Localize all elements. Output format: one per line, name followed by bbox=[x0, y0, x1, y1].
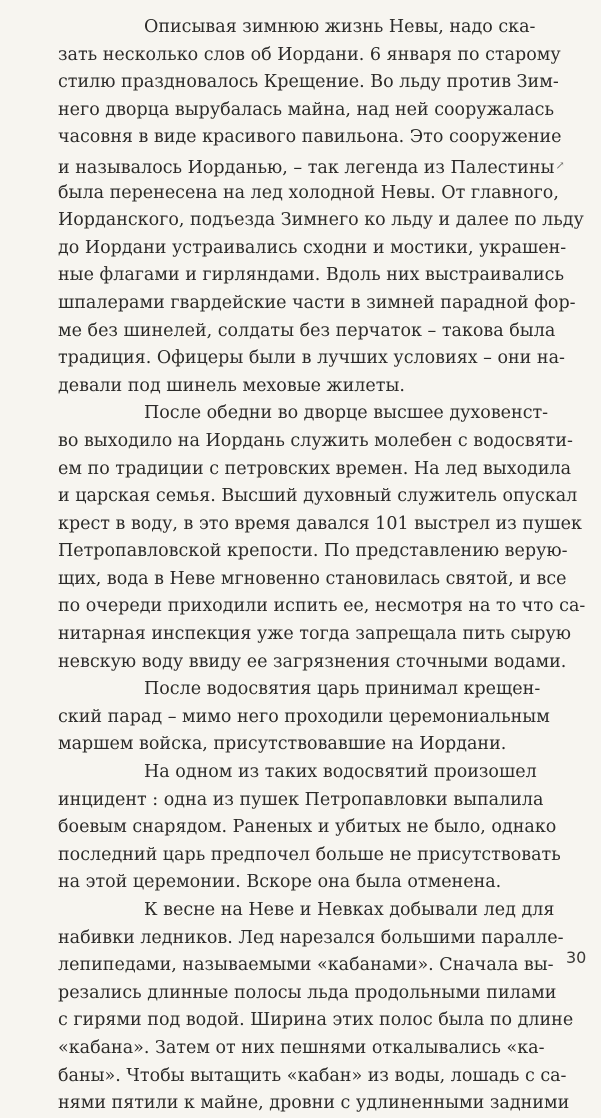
text-line: Иорданского, подъезда Зимнего ко льду и далее по льду bbox=[58, 210, 584, 231]
text-line: боевым снарядом. Раненых и убитых не было, однако bbox=[58, 817, 557, 838]
note-link-icon[interactable]: ↗ bbox=[555, 158, 565, 172]
text-line: была перенесена на лед холодной Невы. От главного, bbox=[58, 182, 559, 203]
text-line: него дворца вырубалась майна, над ней сооружалась bbox=[58, 99, 554, 120]
text-line-with-note: К весне на Неве и Невках добывали лед для bbox=[144, 900, 555, 920]
text-line: На одном из таких водосвятий произошел bbox=[144, 762, 537, 783]
text-line: После обедни во дворце высшее духовенст- bbox=[144, 403, 549, 424]
text-line: часовня в виде красивого павильона. Это сооружение bbox=[58, 127, 562, 148]
text-line: маршем войска, присутствовавшие на Иордани. bbox=[58, 734, 507, 755]
text-line: ский парад – мимо него проходили церемониальным bbox=[58, 706, 550, 727]
text-line: крест в воду, в это время давался 101 выстрел из пушек bbox=[58, 513, 582, 534]
text-line: ем по традиции с петровских времен. На лед выходила bbox=[58, 458, 572, 479]
text-line-with-note bbox=[58, 152, 565, 180]
page-number: 30 bbox=[566, 948, 587, 967]
text-line: нями пятили к майне, дровни с удлиненными задними bbox=[58, 1093, 570, 1114]
text-line: девали под шинель меховые жилеты. bbox=[58, 375, 405, 396]
text-line: ме без шинелей, солдаты без перчаток – такова была bbox=[58, 320, 556, 341]
text-line: ные флагами и гирляндами. Вдоль них выстраивались bbox=[58, 265, 564, 286]
text-line-with-note bbox=[58, 787, 548, 815]
text-line: баны». Чтобы вытащить «кабан» из воды, лошадь с са- bbox=[58, 1065, 567, 1086]
text-line-content: и называлось Иорданью, – так легенда из Палестины bbox=[58, 157, 555, 178]
text-line: набивки ледников. Лед нарезался большими паралле- bbox=[58, 927, 564, 948]
text-line: на этой церемонии. Вскоре она была отменена. bbox=[58, 872, 502, 893]
text-line: щих, вода в Неве мгновенно становилась святой, и все bbox=[58, 568, 567, 589]
text-line: После водосвятия царь принимал крещен- bbox=[144, 679, 541, 700]
text-line: Описывая зимнюю жизнь Невы, надо ска- bbox=[144, 17, 536, 37]
text-line-content: инцидент : одна из пушек Петропавловки выпалила bbox=[58, 789, 544, 810]
text-line: стилю праздновалось Крещение. Во льду против Зим- bbox=[58, 72, 559, 93]
text-line-with-note: «кабана». Затем от них пешнями откалывались «ка- bbox=[58, 1037, 545, 1058]
text-line: лепипедами, называемыми «кабанами». Сначала вы- bbox=[58, 955, 554, 976]
text-line: зать несколько слов об Иордани. 6 января по старому bbox=[58, 44, 561, 65]
text-line: резались длинные полосы льда продольными пилами bbox=[58, 982, 557, 1003]
text-line: традиция. Офицеры были в лучших условиях – они на- bbox=[58, 348, 565, 369]
text-line: шпалерами гвардейские части в зимней парадной фор- bbox=[58, 292, 576, 313]
text-line: по очереди приходили испить ее, несмотря на то что са- bbox=[58, 596, 586, 617]
text-line: с гирями под водой. Ширина этих полос была по длине bbox=[58, 1010, 574, 1031]
text-line: и царская семья. Высший духовный служитель опускал bbox=[58, 486, 578, 507]
text-line: до Иордани устраивались сходни и мостики, украшен- bbox=[58, 237, 567, 258]
text-line: Петропавловской крепости. По представлению верую- bbox=[58, 541, 568, 562]
text-line: во выходило на Иордань служить молебен с водосвяти- bbox=[58, 430, 573, 451]
text-line: нитарная инспекция уже тогда запрещала пить сырую bbox=[58, 624, 572, 645]
text-line: последний царь предпочел больше не присутствовать bbox=[58, 844, 561, 865]
text-line: невскую воду ввиду ее загрязнения сточными водами. bbox=[58, 651, 567, 672]
